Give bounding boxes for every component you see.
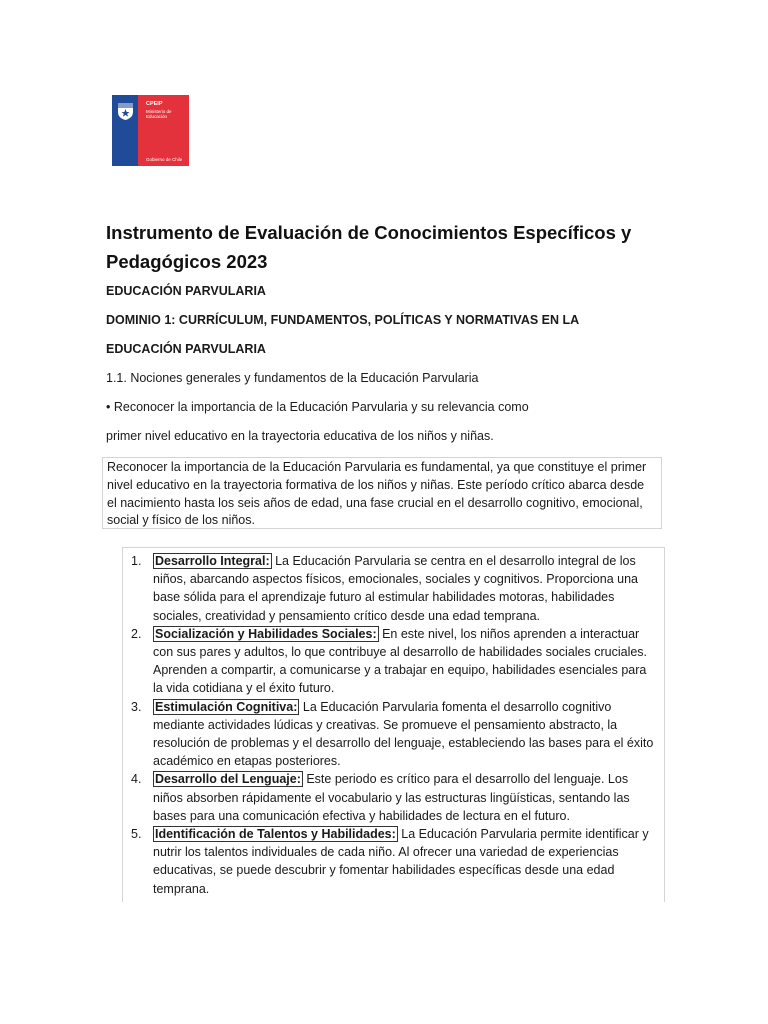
heading-educacion-parvularia: EDUCACIÓN PARVULARIA [106,284,266,298]
document-title: Instrumento de Evaluación de Conocimientos Específicos y Pedagógicos 2023 [106,222,632,272]
logo-ministry-text: Ministerio de [146,109,172,114]
list-text: La Educación Parvularia permite identificar y nutrir los talentos individuales de cada niño. Al ofrecer una variedad de experiencias educativas, se puede descubrir y fomentar habilidades específicas desde una edad temprana. [153,827,649,896]
list-number: 4. [131,772,142,787]
logo-education-text: Educación [146,114,168,119]
benefits-list [131,552,658,898]
bullet-line1: • Reconocer la importancia de la Educación Parvularia y su relevancia como [106,400,529,414]
list-number: 3. [131,699,142,714]
list-number: 1. [131,554,142,568]
list-text: Este periodo es crítico para el desarrollo del lenguaje. Los niños absorben rápidamente el vocabulario y las estructuras lingüísticas, sentando las bases para una comunicación efectiva y habilidades de lectura en el futuro. [153,772,630,823]
list-term: Desarrollo Integral: [155,554,270,568]
coat-of-arms-icon [117,101,134,121]
list-number: 2. [131,626,142,641]
list-item [131,552,658,625]
list-item [131,825,658,898]
list-text: La Educación Parvularia se centra en el desarrollo integral de los niños, abarcando aspectos físicos, emocionales, sociales y cognitivos. Proporciona una base sólida para el aprendizaje futuro al estimular habilidades motoras, habilidades sociales, creatividad y pensamiento crítico desde una edad temprana. [153,554,638,623]
list-term: Identificación de Talentos y Habilidades: [155,827,396,842]
list-term: Socialización y Habilidades Sociales: [155,626,377,641]
list-text: La Educación Parvularia fomenta el desarrollo cognitivo mediante actividades lúdicas y creativas. Se promueve el pensamiento abstracto, la resolución de problemas y el desarrollo del lenguaje, estableciendo las bases para el éxito académico en etapas posteriores. [153,699,654,769]
cpeip-logo [112,95,189,166]
logo-cpeip-text: CPEIP [146,101,163,107]
bullet-line2: primer nivel educativo en la trayectoria educativa de los niños y niñas. [106,429,494,443]
list-number: 5. [131,827,142,842]
benefits-list-box [122,547,665,902]
domain-heading-line2: EDUCACIÓN PARVULARIA [106,342,266,356]
intro-paragraph: Reconocer la importancia de la Educación Parvularia es fundamental, ya que constituye el primer nivel educativo en la trayectoria formativa de los niños y niñas. Este período crítico abarca desde el nacimiento hasta los seis años de edad, una fase crucial en el desarrollo cognitivo, emocional, social y físico de los niños. [102,457,662,529]
list-item [131,625,658,698]
list-text: En este nivel, los niños aprenden a interactuar con sus pares y adultos, lo que contribuye al desarrollo de habilidades sociales cruciales. Aprenden a compartir, a comunicarse y a trabajar en equipo, habilidades esenciales para la vida cotidiana y el éxito futuro. [153,626,648,696]
list-item [131,698,658,771]
logo-government-text: Gobierno de Chile [146,157,183,162]
section-heading: 1.1. Nociones generales y fundamentos de la Educación Parvularia [106,371,479,385]
list-term: Desarrollo del Lenguaje: [155,772,301,787]
domain-heading-line1: DOMINIO 1: CURRÍCULUM, FUNDAMENTOS, POLÍTICAS Y NORMATIVAS EN LA [106,313,580,327]
list-term: Estimulación Cognitiva: [155,699,298,714]
list-item [131,770,658,825]
